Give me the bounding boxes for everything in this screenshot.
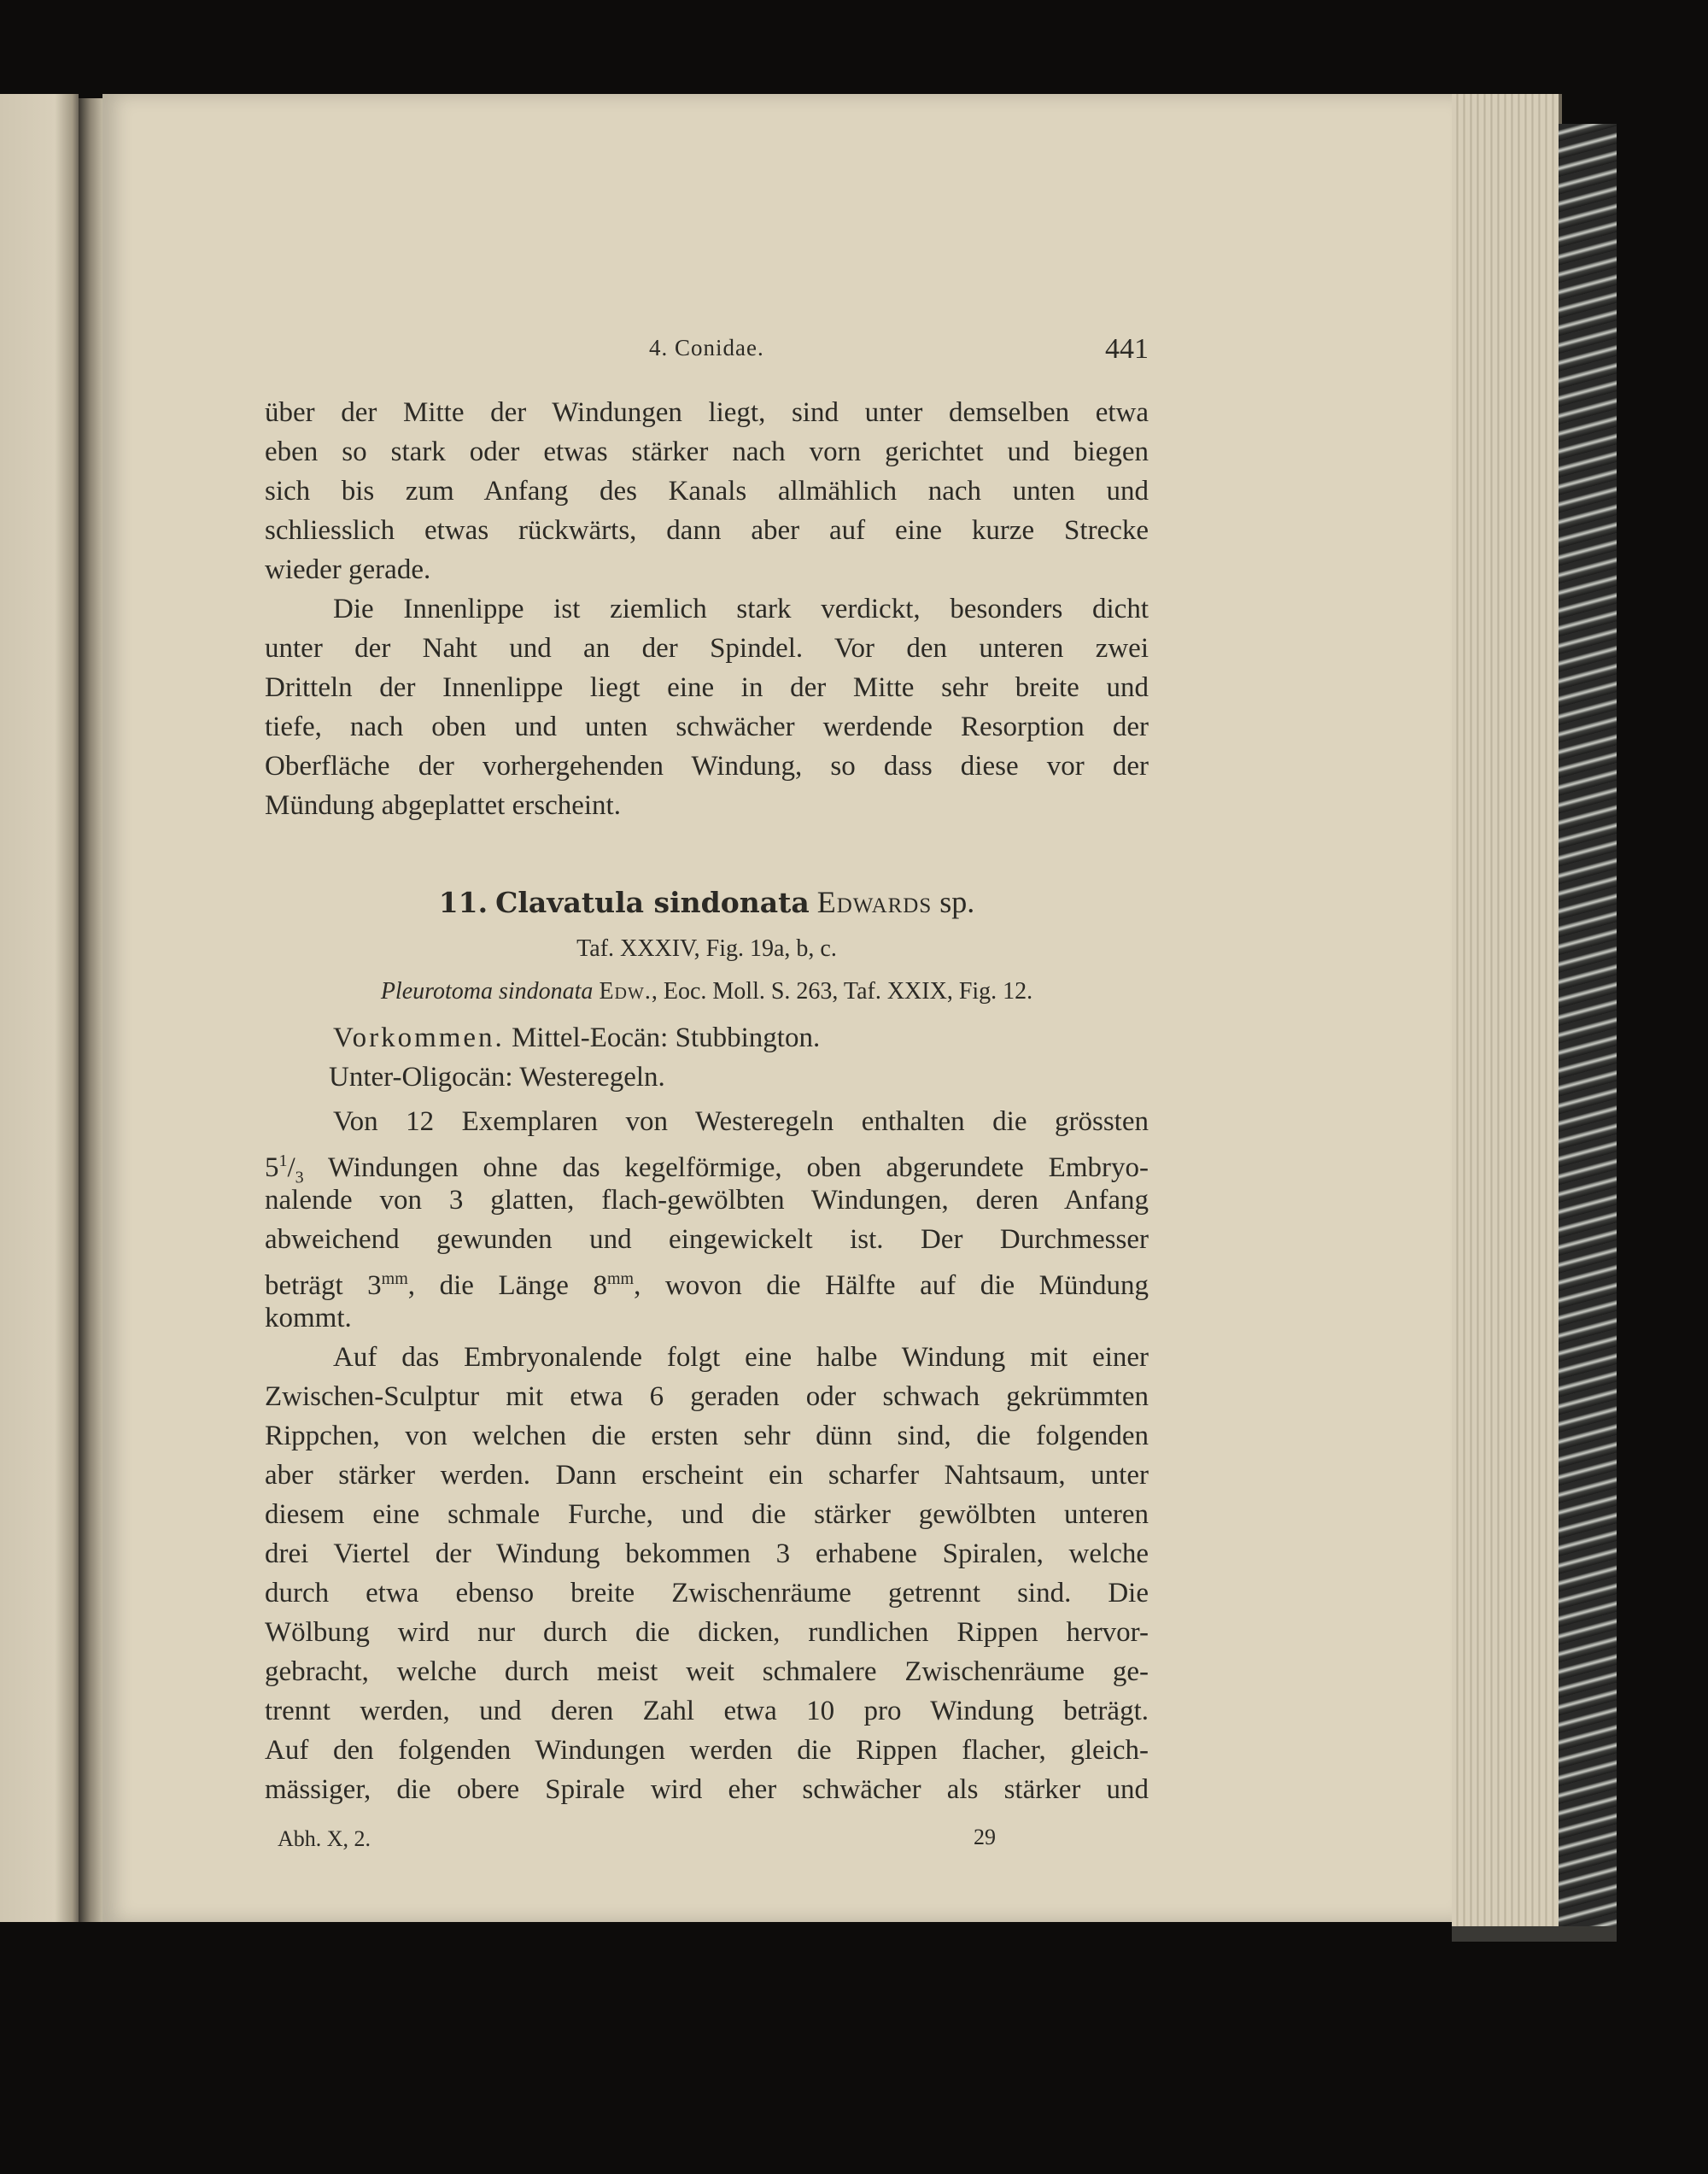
- paragraph4-line: Auf das Embryonalende folgt eine halbe Windung mit einer: [333, 1342, 1149, 1373]
- plate-reference: Taf. XXXIV, Fig. 19a, b, c.: [576, 935, 837, 962]
- paragraph3-text: , wovon die Hälfte auf die Mündung: [634, 1270, 1149, 1301]
- paragraph4-line: aber stärker werden. Dann erscheint ein scharfer Nahtsaum, unter: [265, 1460, 1149, 1491]
- unit-mm: mm: [381, 1269, 408, 1288]
- paragraph1-line: schliesslich etwas rückwärts, dann aber auf eine kurze Strecke: [265, 515, 1149, 546]
- synonym-author: Edw.: [599, 978, 652, 1005]
- paragraph4-line: Rippchen, von welchen die ersten sehr dünn sind, die folgenden: [265, 1421, 1149, 1451]
- occurrence-label: Vorkommen.: [333, 1023, 505, 1053]
- species-name: Clavatula sindonata: [495, 886, 810, 919]
- footer-sheet-number: 29: [974, 1825, 996, 1849]
- running-title: 4. Conidae.: [649, 335, 764, 360]
- left-page-edge: [0, 94, 79, 1922]
- fraction-whole: 5: [265, 1152, 279, 1183]
- paragraph3-line: abweichend gewunden und eingewickelt ist. Der Durchmesser: [265, 1224, 1149, 1255]
- paragraph1-line: eben so stark oder etwas stärker nach vorn gerichtet und biegen: [265, 437, 1149, 467]
- species-number: 11.: [438, 886, 488, 919]
- paragraph3-text: beträgt 3: [265, 1270, 382, 1301]
- page-number: 441: [1105, 333, 1149, 365]
- paragraph4-line: Wölbung wird nur durch die dicken, rundlichen Rippen hervor-: [265, 1617, 1149, 1648]
- paragraph3-line: kommt.: [265, 1303, 352, 1333]
- paragraph4-line: diesem eine schmale Furche, und die stärker gewölbten unteren: [265, 1499, 1149, 1530]
- paragraph2-line: Dritteln der Innenlippe liegt eine in der Mitte sehr breite und: [265, 672, 1149, 703]
- paragraph2-line: tiefe, nach oben und unten schwächer werdende Resorption der: [265, 712, 1149, 742]
- synonym-reference: [265, 978, 1149, 1005]
- paragraph3-text: , die Länge 8: [407, 1270, 607, 1301]
- paragraph2-line: Die Innenlippe ist ziemlich stark verdickt, besonders dicht: [333, 594, 1149, 624]
- paragraph4-line: drei Viertel der Windung bekommen 3 erhabene Spiralen, welche: [265, 1538, 1149, 1569]
- species-heading: [265, 884, 1149, 920]
- unit-mm: mm: [606, 1269, 635, 1288]
- paragraph2-line: Oberfläche der vorhergehenden Windung, so dass diese vor der: [265, 751, 1149, 782]
- paragraph1-line: über der Mitte der Windungen liegt, sind unter demselben etwa: [265, 397, 1149, 428]
- marbled-cover-edge: [1559, 124, 1617, 1939]
- paragraph4-line: Zwischen-Sculptur mit etwa 6 geraden oder schwach gekrümmten: [265, 1381, 1149, 1412]
- occurrence-unter-oligocaen: Unter-Oligocän: Westeregeln.: [329, 1062, 665, 1093]
- paragraph4-line: trennt werden, und deren Zahl etwa 10 pro Windung beträgt.: [265, 1696, 1149, 1726]
- paragraph1-line: wieder gerade.: [265, 554, 431, 585]
- fraction-denominator: 3: [295, 1168, 304, 1187]
- paragraph4-line: durch etwa ebenso breite Zwischenräume getrennt sind. Die: [265, 1578, 1149, 1609]
- running-header: [265, 335, 1149, 378]
- species-suffix: sp.: [939, 885, 975, 919]
- paragraph2-line: Mündung abgeplattet erscheint.: [265, 790, 621, 821]
- species-author: Edwards: [816, 885, 933, 919]
- synonym-name: Pleurotoma sindonata: [380, 978, 594, 1005]
- paragraph1-line: sich bis zum Anfang des Kanals allmählich nach unten und: [265, 476, 1149, 507]
- paragraph3-line: Von 12 Exemplaren von Westeregeln enthalten die grössten: [333, 1106, 1149, 1137]
- paragraph4-line: Auf den folgenden Windungen werden die Rippen flacher, gleich-: [265, 1735, 1149, 1766]
- book-gutter: [79, 98, 104, 1922]
- paragraph4-line: gebracht, welche durch meist weit schmalere Zwischenräume ge-: [265, 1656, 1149, 1687]
- page-edges: [1452, 94, 1562, 1931]
- paragraph2-line: unter der Naht und an der Spindel. Vor den unteren zwei: [265, 633, 1149, 664]
- occurrence-mittel-eocaen: Mittel-Eocän: Stubbington.: [512, 1023, 821, 1053]
- occurrence-line: [333, 1018, 1149, 1058]
- synonym-citation: , Eoc. Moll. S. 263, Taf. XXIX, Fig. 12.: [651, 978, 1033, 1005]
- paragraph3-line: nalende von 3 glatten, flach-gewölbten Windungen, deren Anfang: [265, 1185, 1149, 1216]
- fraction-numerator: 1: [278, 1151, 288, 1170]
- cover-base: [1452, 1926, 1617, 1942]
- paragraph3-text: Windungen ohne das kegelförmige, oben abgerundete Embryo-: [303, 1152, 1149, 1183]
- footer-signature: Abh. X, 2.: [278, 1826, 371, 1851]
- paragraph3-line: $5^1/_3$ Windungen ohne das kegelförmige, oben abgerundete Embryo-: [265, 1151, 1149, 1187]
- paragraph4-line: mässiger, die obere Spirale wird eher schwächer als stärker und: [265, 1774, 1149, 1805]
